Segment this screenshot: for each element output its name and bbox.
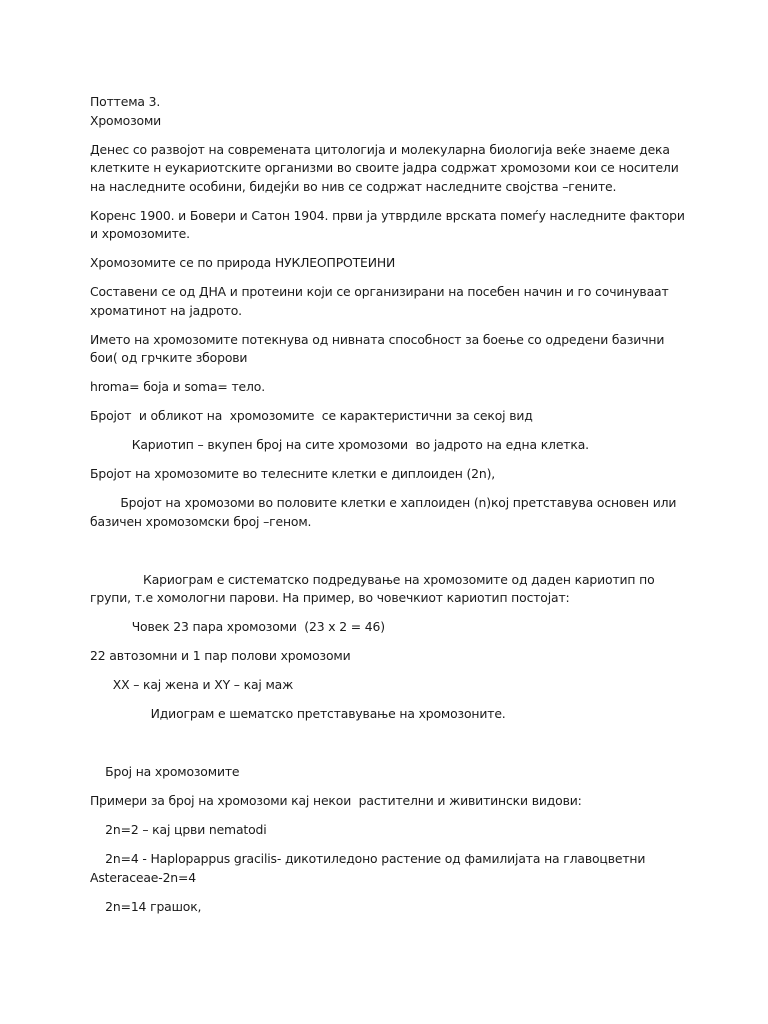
paragraph-idiogram: Идиограм е шематско претставување на хромозоните. [90,706,506,721]
topic-number: Поттема 3. [90,94,161,109]
section-heading-count: Број на хромозомите [90,764,240,779]
paragraph-intro: Денес со развојот на современата цитологија и молекуларна биологија веќе знаеме дека клетките н еукариотските организми во своите јадра содржат хромозоми кои се носители на наследните особини, бидејќи во нив се содржат наследните својства –гените. [90,141,683,194]
paragraph-examples-intro: Примери за број на хромозоми кај некои растителни и живитински видови: [90,793,582,808]
paragraph-composition: Составени се од ДНА и протеини који се организирани на посебен начин и го сочинуваат хроматинот на јадрото. [90,284,673,318]
paragraph-karyotype: Кариотип – вкупен број на сите хромозоми во јадрото на една клетка. [90,437,589,452]
topic-title: Хромозоми [90,112,162,128]
paragraph-number-shape: Бројот и обликот на хромозомите се карактеристични за секој вид [90,408,533,423]
paragraph-karyogram: Кариограм е систематско подредување на хромозомите од даден кариотип по групи, т.е хомологни парови. На пример, во човечкиот кариотип постојат: [90,571,659,605]
blank-line [90,542,690,561]
example-haplopappus: 2n=4 - Haplopappus gracilis- дикотиледоно растение од фамилијата на главоцветни Asteraceae-2n=4 [90,851,650,885]
document-body [90,93,690,927]
paragraph-nature: Хромозомите се по природа НУКЛЕОПРОТЕИНИ [90,255,396,270]
paragraph-sex-chromosomes: XX – кај жена и XY – кај маж [90,677,294,692]
paragraph-autosomes: 22 автозомни и 1 пар полови хромозоми [90,648,351,663]
heading-block [90,93,690,130]
paragraph-diploid: Бројот на хромозомите во телесните клетки е диплоиден (2n), [90,466,496,481]
paragraph-human-pairs: Човек 23 пара хромозоми (23 x 2 = 46) [90,619,385,634]
paragraph-name-origin: Името на хромозомите потекнува од нивната способност за боење со одредени базични бои( од грчките зборови [90,331,669,365]
blank-line [90,734,690,753]
paragraph-history: Коренс 1900. и Бовери и Сатон 1904. први ја утврдиле врската помеѓу наследните фактори и хромозомите. [90,207,689,241]
paragraph-haploid: Бројот на хромозоми во половите клетки е хаплоиден (n)кој претставува основен или базичен хромозомски број –геном. [90,495,681,529]
example-nematodes: 2n=2 – кај црви nematodi [90,822,267,837]
paragraph-etymology: hroma= боја и soma= тело. [90,379,265,394]
example-pea: 2n=14 грашок, [90,898,202,914]
